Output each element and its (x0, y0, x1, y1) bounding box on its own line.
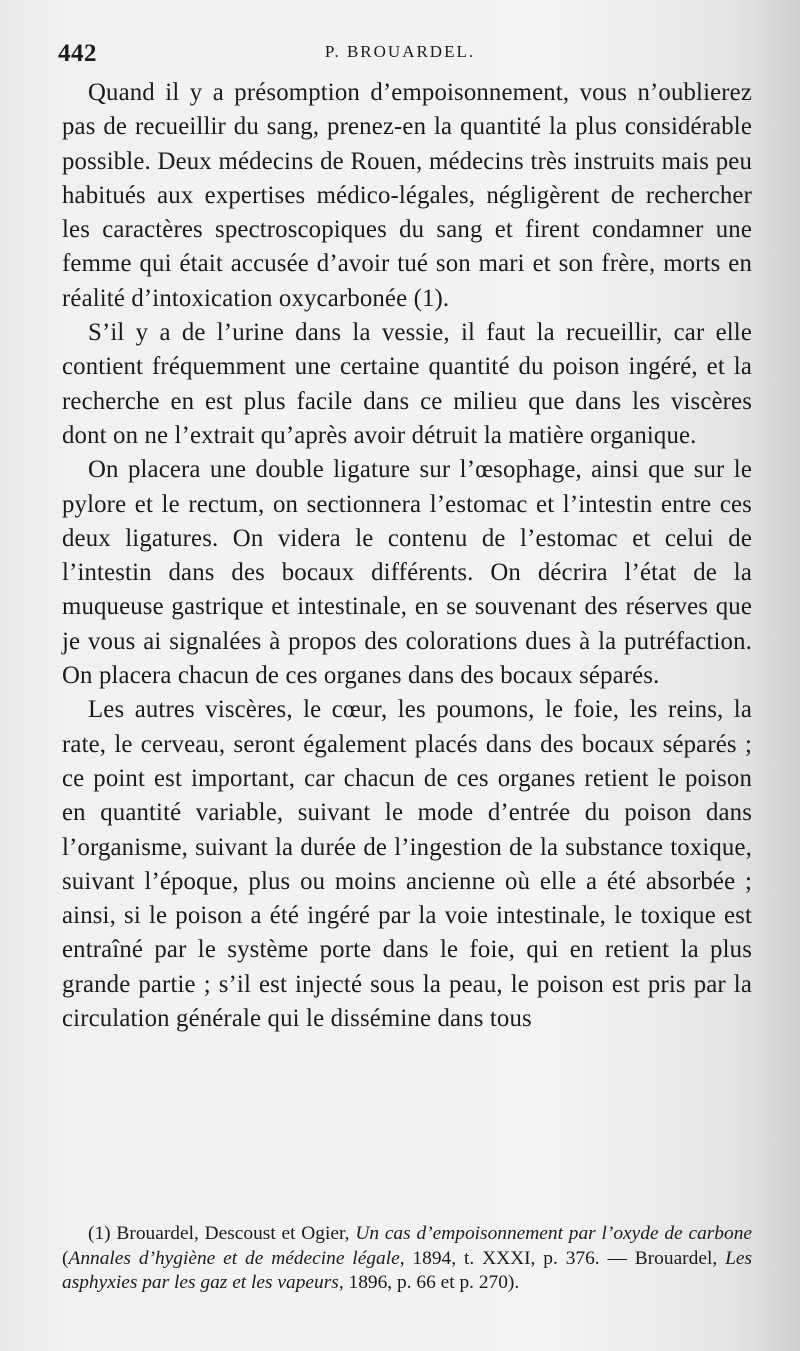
paragraph: Les autres viscères, le cœur, les poumons, le foie, les reins, la rate, le cerveau, seront également placés dans des bocaux séparés ; ce point est important, car chacun de ces organes retient le poison en quantité variable, suivant le mode d’entrée du poison dans l’organisme, suivant la durée de l’ingestion de la substance toxique, suivant l’époque, plus ou moins ancienne où elle a été absorbée ; ainsi, si le poison a été ingéré par la voie intestinale, le toxique est entraîné par le système porte dans le foie, qui en retient la plus grande partie ; s’il est injecté sous la peau, le poison est pris par la circulation générale qui le dissémine dans tous (62, 696, 752, 1033)
page-header (0, 40, 800, 70)
paragraph: On placera une double ligature sur l’œsophage, ainsi que sur le pylore et le rectum, on sectionnera l’estomac et l’intestin entre ces deux ligatures. On videra le contenu de l’estomac et celui de l’intestin dans des bocaux différents. On décrira l’état de la muqueuse gastrique et intestinale, en se souvenant des réserves que je vous ai signalées à propos des colorations dues à la putréfaction. On placera chacun de ces organes dans des bocaux séparés. (62, 456, 752, 690)
footnote (62, 1222, 752, 1296)
footnote-paren: ( (62, 1247, 69, 1269)
footnote-authors: Brouardel, Descoust et Ogier, (110, 1223, 356, 1244)
footnote-pages: , 1896, p. 66 et p. 270). (338, 1272, 520, 1294)
body-text (62, 76, 752, 1036)
paragraph: S’il y a de l’urine dans la vessie, il faut la recueillir, car elle contient fréquemment une certaine quantité du poison ingéré, et la recherche en est plus facile dans ce milieu que dans les viscères dont on ne l’extrait qu’après avoir détruit la matière organique. (62, 319, 752, 449)
running-title: P. BROUARDEL. (324, 42, 476, 61)
paragraph: Quand il y a présomption d’empoisonnement, vous n’oublierez pas de recueillir du sang, prenez-en la quantité la plus considérable possible. Deux médecins de Rouen, médecins très instruits mais peu habitués aux expertises médico-légales, négligèrent de rechercher les caractères spectroscopiques du sang et firent condamner une femme qui était accusée d’avoir tué son mari et son frère, morts en réalité d’intoxication oxycarbonée (1). (62, 79, 752, 312)
footnote-journal: Annales d’hygiène et de médecine légale (68, 1247, 400, 1269)
footnote-article-title: Un cas d’empoisonnement par l’oxyde de carbone (355, 1223, 753, 1244)
footnote-text (62, 1222, 752, 1296)
footnote-marker: (1) (88, 1223, 111, 1244)
footnote-citation: , 1894, t. XXXI, p. 376. — Brouardel, (399, 1247, 726, 1269)
footnote-book-title: Les asphyxies par les gaz et les vapeurs (62, 1247, 752, 1294)
page-number: 442 (58, 40, 97, 67)
